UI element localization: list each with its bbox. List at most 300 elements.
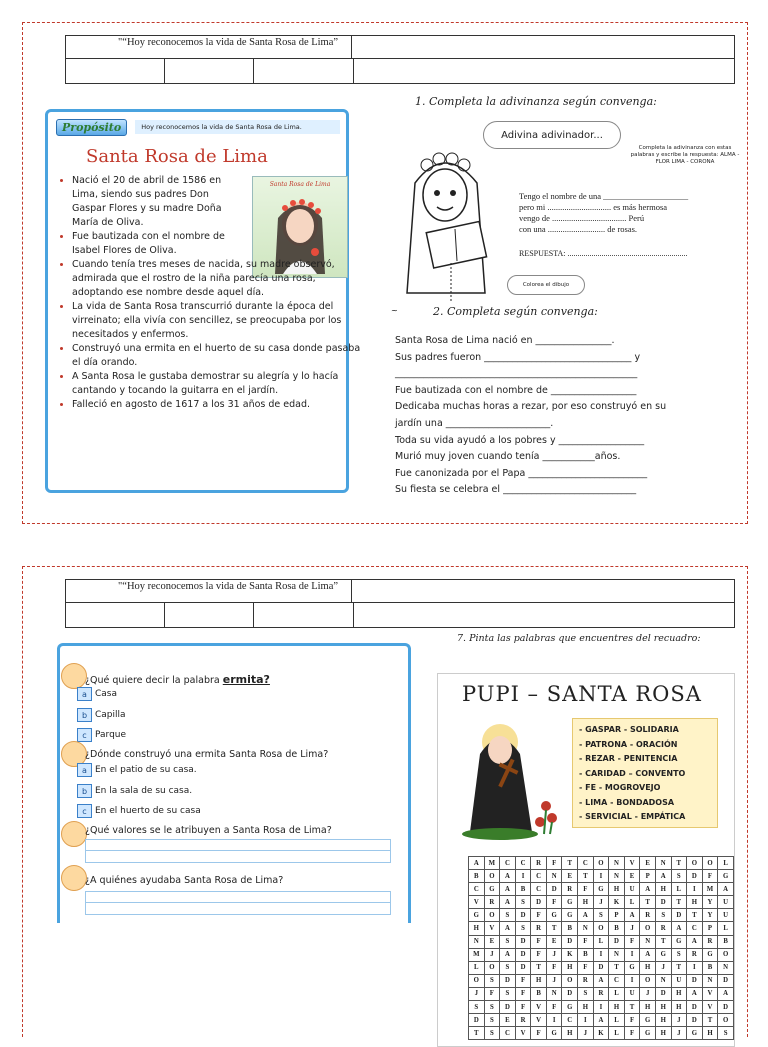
option-letter: b — [77, 784, 92, 798]
wordsearch-cell[interactable]: V — [484, 922, 500, 935]
wordsearch-cell[interactable]: D — [562, 935, 578, 948]
wordsearch-cell[interactable]: A — [500, 883, 516, 896]
wordsearch-cell[interactable]: H — [655, 1027, 671, 1040]
wordsearch-cell[interactable]: T — [671, 896, 687, 909]
bio-item: • La vida de Santa Rosa transcurrió durante la época del virreinato; ella vivía con sencillez, se preocupaba por los necesitados y enfermos. — [72, 300, 362, 342]
wordsearch-cell[interactable]: D — [609, 935, 625, 948]
wordsearch-cell[interactable]: O — [687, 857, 703, 870]
wordsearch-cell[interactable]: F — [624, 1027, 640, 1040]
wordsearch-cell[interactable]: G — [718, 870, 734, 883]
wordsearch-cell[interactable]: S — [500, 909, 516, 922]
wordsearch-cell[interactable]: U — [624, 883, 640, 896]
wordsearch-cell[interactable]: D — [655, 896, 671, 909]
word-list-item: - SERVICIAL - EMPÁTICA — [579, 812, 686, 821]
wordsearch-cell[interactable]: G — [624, 961, 640, 974]
wordsearch-cell[interactable]: E — [640, 857, 656, 870]
wordsearch-cell[interactable]: R — [702, 935, 718, 948]
activity7-heading: 7. Pinta las palabras que encuentres del recuadro: — [457, 633, 701, 644]
wordsearch-cell[interactable]: D — [515, 909, 531, 922]
wordsearch-cell[interactable]: T — [609, 961, 625, 974]
wordsearch-cell[interactable]: I — [624, 974, 640, 987]
wordsearch-cell[interactable]: S — [484, 974, 500, 987]
option-b[interactable] — [77, 784, 192, 798]
wordsearch-cell[interactable]: G — [546, 1027, 562, 1040]
wordsearch-cell[interactable]: N — [702, 974, 718, 987]
wordsearch-cell[interactable]: D — [531, 896, 547, 909]
proposito-badge: Propósito — [56, 119, 127, 136]
wordsearch-cell[interactable]: D — [515, 935, 531, 948]
wordsearch-cell[interactable]: T — [546, 922, 562, 935]
wordsearch-cell[interactable]: H — [578, 896, 594, 909]
wordsearch-cell[interactable]: I — [687, 883, 703, 896]
wordsearch-cell[interactable]: A — [578, 909, 594, 922]
wordsearch-cell[interactable]: D — [718, 974, 734, 987]
option-a[interactable] — [77, 687, 117, 701]
wordsearch-cell[interactable]: T — [702, 1014, 718, 1027]
option-letter: c — [77, 728, 92, 742]
wordsearch-cell[interactable]: H — [562, 1027, 578, 1040]
wordsearch-cell[interactable]: L — [718, 922, 734, 935]
riddle-instructions: Completa la adivinanza con estas palabras y escribe la respuesta: ALMA - FLOR LIMA - CORONA — [630, 145, 740, 165]
option-text: Capilla — [95, 710, 126, 720]
wordsearch-cell[interactable]: G — [655, 948, 671, 961]
wordsearch-cell[interactable]: N — [546, 987, 562, 1000]
wordsearch-cell[interactable]: V — [531, 1001, 547, 1014]
wordsearch-cell[interactable]: O — [593, 857, 609, 870]
wordsearch-cell[interactable]: M — [484, 857, 500, 870]
wordsearch-cell[interactable]: O — [640, 922, 656, 935]
wordsearch-cell[interactable]: T — [578, 870, 594, 883]
wordsearch-cell[interactable]: T — [562, 857, 578, 870]
wordsearch-cell[interactable]: L — [671, 883, 687, 896]
wordsearch-row — [469, 909, 734, 922]
bio-item: • Construyó una ermita en el huerto de su casa donde pasaba el día orando. — [72, 342, 362, 370]
wordsearch-cell[interactable]: S — [515, 922, 531, 935]
wordsearch-cell[interactable]: T — [671, 857, 687, 870]
wordsearch-cell[interactable]: A — [640, 948, 656, 961]
wordsearch-cell[interactable]: C — [500, 1027, 516, 1040]
wordsearch-cell[interactable]: M — [702, 883, 718, 896]
wordsearch-cell[interactable]: O — [484, 870, 500, 883]
wordsearch-cell[interactable]: D — [671, 909, 687, 922]
wordsearch-cell[interactable]: R — [578, 974, 594, 987]
wordsearch-row — [469, 896, 734, 909]
option-c[interactable] — [77, 804, 201, 818]
wordsearch-cell[interactable]: S — [671, 948, 687, 961]
wordsearch-cell[interactable]: H — [655, 883, 671, 896]
activity2-heading: 2. Completa según convenga: — [433, 305, 598, 318]
wordsearch-cell[interactable]: T — [624, 1001, 640, 1014]
wordsearch-cell[interactable]: U — [718, 896, 734, 909]
wordsearch-cell[interactable]: H — [655, 1014, 671, 1027]
wordsearch-cell[interactable]: R — [531, 922, 547, 935]
wordsearch-cell[interactable]: F — [484, 987, 500, 1000]
wordsearch-cell[interactable]: K — [562, 948, 578, 961]
wordsearch-cell[interactable]: L — [609, 987, 625, 1000]
wordsearch-cell[interactable]: B — [609, 922, 625, 935]
wordsearch-cell[interactable]: A — [671, 922, 687, 935]
wordsearch-cell[interactable]: H — [687, 896, 703, 909]
wordsearch-cell[interactable]: P — [640, 870, 656, 883]
riddle-answer: RESPUESTA: ............................................................ — [519, 249, 688, 258]
wordsearch-cell[interactable]: K — [609, 896, 625, 909]
wordsearch-cell[interactable]: F — [531, 948, 547, 961]
wordsearch-cell[interactable]: S — [718, 1027, 734, 1040]
wordsearch-cell[interactable]: I — [624, 948, 640, 961]
wordsearch-cell[interactable]: C — [500, 857, 516, 870]
wordsearch-cell[interactable]: I — [515, 870, 531, 883]
bio-item: • A Santa Rosa le gustaba demostrar su alegría y lo hacía cantando y tocando la guitarra en el jardín. — [72, 370, 362, 398]
wordsearch-cell[interactable]: D — [500, 974, 516, 987]
wordsearch-cell[interactable]: G — [546, 909, 562, 922]
wordsearch-cell[interactable]: E — [546, 935, 562, 948]
wordsearch-cell[interactable]: D — [718, 1001, 734, 1014]
wordsearch-cell[interactable]: G — [562, 909, 578, 922]
wordsearch-cell[interactable]: H — [609, 1001, 625, 1014]
wordsearch-cell[interactable]: D — [515, 948, 531, 961]
wordsearch-cell[interactable]: A — [469, 857, 485, 870]
wordsearch-row — [469, 1027, 734, 1040]
option-b[interactable] — [77, 708, 126, 722]
wordsearch-cell[interactable]: F — [546, 961, 562, 974]
wordsearch-cell[interactable]: T — [531, 961, 547, 974]
wordsearch-cell[interactable]: F — [546, 1001, 562, 1014]
wordsearch-cell[interactable]: O — [562, 974, 578, 987]
wordsearch-cell[interactable]: A — [624, 909, 640, 922]
bio-item: • Fue bautizada con el nombre de Isabel Flores de Oliva. — [72, 230, 240, 258]
wordsearch-grid — [468, 856, 734, 1040]
wordsearch-cell[interactable]: N — [546, 870, 562, 883]
wordsearch-cell[interactable]: I — [593, 948, 609, 961]
wordsearch-cell[interactable]: J — [484, 948, 500, 961]
wordsearch-cell[interactable]: S — [500, 987, 516, 1000]
wordsearch-cell[interactable]: S — [484, 1014, 500, 1027]
wordsearch-cell[interactable]: J — [655, 961, 671, 974]
wordsearch-panel — [437, 673, 735, 1047]
question-1-text: ¿Qué quiere decir la palabra — [85, 675, 220, 686]
wordsearch-cell[interactable]: N — [609, 870, 625, 883]
header-title: "“Hoy reconocemos la vida de Santa Rosa de Lima” — [66, 36, 352, 58]
wordsearch-cell[interactable]: D — [687, 1001, 703, 1014]
wordsearch-cell[interactable]: T — [655, 935, 671, 948]
wordsearch-cell[interactable]: H — [531, 974, 547, 987]
wordsearch-cell[interactable]: J — [469, 987, 485, 1000]
riddle-line: pero mi .............................. es más hermosa — [519, 202, 668, 212]
wordsearch-cell[interactable]: A — [593, 1014, 609, 1027]
wordsearch-cell[interactable]: J — [671, 1014, 687, 1027]
wordsearch-cell[interactable]: C — [578, 857, 594, 870]
wordsearch-cell[interactable]: E — [624, 870, 640, 883]
wordsearch-cell[interactable]: U — [718, 909, 734, 922]
fill-line: Toda su vida ayudó a los pobres y __________________ — [395, 434, 645, 446]
wordsearch-cell[interactable]: J — [546, 974, 562, 987]
wordsearch-cell[interactable]: N — [640, 935, 656, 948]
wordsearch-cell[interactable]: G — [484, 883, 500, 896]
wordsearch-cell[interactable]: H — [562, 961, 578, 974]
saint-drawing-image — [385, 143, 505, 319]
wordsearch-cell[interactable]: R — [562, 883, 578, 896]
wordsearch-cell[interactable]: O — [718, 948, 734, 961]
wordsearch-cell[interactable]: D — [593, 961, 609, 974]
wordsearch-cell[interactable]: H — [640, 961, 656, 974]
option-a[interactable] — [77, 763, 197, 777]
wordsearch-cell[interactable]: F — [531, 909, 547, 922]
option-text: En el huerto de su casa — [95, 806, 201, 816]
wordsearch-cell[interactable]: I — [546, 1014, 562, 1027]
wordsearch-cell[interactable]: A — [500, 896, 516, 909]
wordsearch-cell[interactable]: G — [593, 883, 609, 896]
wordsearch-cell[interactable]: K — [593, 1027, 609, 1040]
wordsearch-cell[interactable]: F — [624, 1014, 640, 1027]
wordsearch-cell[interactable]: C — [531, 870, 547, 883]
wordsearch-cell[interactable]: B — [531, 987, 547, 1000]
riddle-text — [519, 191, 688, 235]
bio-item: • Nació el 20 de abril de 1586 en Lima, siendo sus padres Don Gaspar Flores y su madre Doña María de Oliva. — [72, 174, 240, 230]
wordsearch-cell[interactable]: G — [562, 896, 578, 909]
wordsearch-cell[interactable]: S — [671, 870, 687, 883]
portrait-caption: Santa Rosa de Lima — [269, 181, 331, 188]
proposito-card — [45, 109, 361, 493]
wordsearch-cell[interactable]: F — [546, 896, 562, 909]
wordsearch-cell[interactable]: O — [640, 974, 656, 987]
fill-line: Sus padres fueron _______________________________ y — [395, 351, 641, 363]
wordsearch-cell[interactable]: O — [484, 961, 500, 974]
wordsearch-cell[interactable]: C — [531, 883, 547, 896]
wordsearch-cell[interactable]: D — [546, 883, 562, 896]
fill-in-list — [395, 333, 735, 499]
wordsearch-cell[interactable]: U — [671, 974, 687, 987]
wordsearch-cell[interactable]: F — [515, 987, 531, 1000]
wordsearch-cell[interactable]: E — [500, 1014, 516, 1027]
wordsearch-cell[interactable]: N — [578, 922, 594, 935]
wordsearch-row — [469, 974, 734, 987]
wordsearch-cell[interactable]: G — [687, 1027, 703, 1040]
wordsearch-cell[interactable]: F — [578, 935, 594, 948]
wordsearch-cell[interactable]: B — [562, 922, 578, 935]
wordsearch-cell[interactable]: L — [718, 857, 734, 870]
word-list-box — [572, 718, 718, 828]
riddle-bubble: Adivina adivinador... — [483, 121, 621, 149]
wordsearch-cell[interactable]: B — [515, 883, 531, 896]
riddle-line: con una ........................... de rosas. — [519, 224, 638, 234]
wordsearch-cell[interactable]: F — [578, 961, 594, 974]
wordsearch-cell[interactable]: R — [655, 922, 671, 935]
wordsearch-cell[interactable]: P — [702, 922, 718, 935]
answer-field-3[interactable] — [85, 839, 391, 863]
wordsearch-cell[interactable]: C — [687, 922, 703, 935]
wordsearch-cell[interactable]: R — [593, 987, 609, 1000]
saint-cartoon-image — [460, 714, 568, 842]
wordsearch-cell[interactable]: H — [671, 987, 687, 1000]
wordsearch-cell[interactable]: H — [609, 883, 625, 896]
wordsearch-cell[interactable]: H — [702, 1027, 718, 1040]
wordsearch-cell[interactable]: C — [515, 857, 531, 870]
wordsearch-cell[interactable]: J — [640, 987, 656, 1000]
wordsearch-row — [469, 1014, 734, 1027]
wordsearch-cell[interactable]: M — [469, 948, 485, 961]
wordsearch-cell[interactable]: A — [655, 870, 671, 883]
wordsearch-row — [469, 922, 734, 935]
question-bullet — [61, 865, 87, 891]
wordsearch-cell[interactable]: D — [469, 1014, 485, 1027]
wordsearch-cell[interactable]: F — [531, 935, 547, 948]
wordsearch-cell[interactable]: F — [531, 1027, 547, 1040]
wordsearch-cell[interactable]: S — [484, 1027, 500, 1040]
wordsearch-cell[interactable]: R — [515, 1014, 531, 1027]
wordsearch-cell[interactable]: N — [609, 948, 625, 961]
wordsearch-cell[interactable]: Y — [702, 909, 718, 922]
option-text: Casa — [95, 689, 118, 699]
wordsearch-cell[interactable]: A — [687, 987, 703, 1000]
wordsearch-cell[interactable]: F — [702, 870, 718, 883]
wordsearch-cell[interactable]: J — [546, 948, 562, 961]
worksheet-page-2 — [22, 566, 748, 1037]
wordsearch-cell[interactable]: A — [500, 948, 516, 961]
wordsearch-cell[interactable]: R — [640, 909, 656, 922]
wordsearch-cell[interactable]: I — [593, 1001, 609, 1014]
header-table — [65, 35, 735, 84]
wordsearch-cell[interactable]: O — [484, 909, 500, 922]
wordsearch-cell[interactable]: V — [515, 1027, 531, 1040]
wordsearch-cell[interactable]: R — [531, 857, 547, 870]
wordsearch-cell[interactable]: F — [578, 883, 594, 896]
wordsearch-cell[interactable]: T — [469, 1027, 485, 1040]
wordsearch-cell[interactable]: L — [609, 1014, 625, 1027]
wordsearch-row — [469, 987, 734, 1000]
wordsearch-cell[interactable]: C — [562, 1014, 578, 1027]
wordsearch-title: PUPI – SANTA ROSA — [462, 682, 702, 706]
wordsearch-cell[interactable]: J — [624, 922, 640, 935]
wordsearch-cell[interactable]: N — [609, 857, 625, 870]
wordsearch-cell[interactable]: O — [469, 974, 485, 987]
wordsearch-cell[interactable]: R — [484, 896, 500, 909]
wordsearch-cell[interactable]: B — [702, 961, 718, 974]
wordsearch-cell[interactable]: G — [640, 1014, 656, 1027]
wordsearch-cell[interactable]: S — [484, 1001, 500, 1014]
wordsearch-cell[interactable]: S — [593, 909, 609, 922]
wordsearch-cell[interactable]: N — [718, 961, 734, 974]
wordsearch-cell[interactable]: D — [687, 870, 703, 883]
wordsearch-cell[interactable]: A — [718, 987, 734, 1000]
wordsearch-cell[interactable]: D — [515, 961, 531, 974]
wordsearch-cell[interactable]: V — [624, 857, 640, 870]
wordsearch-cell[interactable]: J — [578, 1027, 594, 1040]
wordsearch-cell[interactable]: I — [593, 870, 609, 883]
wordsearch-cell[interactable]: G — [671, 935, 687, 948]
wordsearch-cell[interactable]: A — [593, 974, 609, 987]
wordsearch-cell[interactable]: N — [655, 857, 671, 870]
wordsearch-cell[interactable]: C — [609, 974, 625, 987]
wordsearch-cell[interactable]: H — [655, 1001, 671, 1014]
wordsearch-cell[interactable]: O — [702, 857, 718, 870]
wordsearch-cell[interactable]: P — [609, 909, 625, 922]
wordsearch-cell[interactable]: S — [500, 961, 516, 974]
wordsearch-cell[interactable]: H — [671, 1001, 687, 1014]
riddle-line: vengo de ................................... Perú — [519, 213, 645, 223]
wordsearch-cell[interactable]: T — [687, 909, 703, 922]
wordsearch-cell[interactable]: V — [469, 896, 485, 909]
wordsearch-cell[interactable]: Y — [702, 896, 718, 909]
wordsearch-cell[interactable]: L — [609, 1027, 625, 1040]
wordsearch-cell[interactable]: I — [687, 961, 703, 974]
header-title: "“Hoy reconocemos la vida de Santa Rosa de Lima” — [66, 580, 352, 602]
wordsearch-cell[interactable]: D — [655, 987, 671, 1000]
word-list-item: - FE - MOGROVEJO — [579, 783, 661, 792]
wordsearch-cell[interactable]: O — [718, 1014, 734, 1027]
wordsearch-cell[interactable]: A — [640, 883, 656, 896]
wordsearch-cell[interactable]: G — [640, 1027, 656, 1040]
wordsearch-cell[interactable]: F — [515, 1001, 531, 1014]
wordsearch-cell[interactable]: G — [562, 1001, 578, 1014]
wordsearch-cell[interactable]: N — [655, 974, 671, 987]
wordsearch-cell[interactable]: H — [578, 1001, 594, 1014]
wordsearch-cell[interactable]: S — [469, 1001, 485, 1014]
wordsearch-cell[interactable]: T — [671, 961, 687, 974]
wordsearch-cell[interactable]: E — [484, 935, 500, 948]
fill-line: ___________________________________________________ — [395, 368, 638, 380]
wordsearch-row — [469, 935, 734, 948]
wordsearch-cell[interactable]: B — [718, 935, 734, 948]
bio-item: • Falleció en agosto de 1617 a los 31 años de edad. — [72, 398, 362, 412]
wordsearch-cell[interactable]: R — [687, 948, 703, 961]
wordsearch-cell[interactable]: V — [531, 1014, 547, 1027]
answer-field-4[interactable] — [85, 891, 391, 915]
wordsearch-cell[interactable]: L — [469, 961, 485, 974]
wordsearch-cell[interactable]: S — [578, 987, 594, 1000]
wordsearch-cell[interactable]: L — [624, 896, 640, 909]
wordsearch-cell[interactable]: O — [593, 922, 609, 935]
wordsearch-cell[interactable]: A — [500, 922, 516, 935]
wordsearch-cell[interactable]: F — [515, 974, 531, 987]
wordsearch-cell[interactable]: F — [546, 857, 562, 870]
wordsearch-row — [469, 857, 734, 870]
wordsearch-cell[interactable]: D — [687, 1014, 703, 1027]
wordsearch-cell[interactable]: S — [515, 896, 531, 909]
wordsearch-cell[interactable]: N — [469, 935, 485, 948]
wordsearch-cell[interactable]: D — [500, 1001, 516, 1014]
wordsearch-cell[interactable]: C — [469, 883, 485, 896]
wordsearch-cell[interactable]: D — [562, 987, 578, 1000]
option-letter: a — [77, 687, 92, 701]
option-text: Parque — [95, 730, 127, 740]
wordsearch-cell[interactable]: H — [640, 1001, 656, 1014]
wordsearch-cell[interactable]: G — [702, 948, 718, 961]
wordsearch-cell[interactable]: T — [640, 896, 656, 909]
wordsearch-cell[interactable]: D — [687, 974, 703, 987]
wordsearch-cell[interactable]: B — [578, 948, 594, 961]
wordsearch-cell[interactable]: S — [655, 909, 671, 922]
wordsearch-cell[interactable]: G — [469, 909, 485, 922]
wordsearch-cell[interactable]: F — [624, 935, 640, 948]
wordsearch-cell[interactable]: H — [469, 922, 485, 935]
wordsearch-cell[interactable]: A — [687, 935, 703, 948]
wordsearch-cell[interactable]: I — [578, 1014, 594, 1027]
wordsearch-cell[interactable]: B — [469, 870, 485, 883]
wordsearch-cell[interactable]: S — [500, 935, 516, 948]
wordsearch-cell[interactable]: U — [624, 987, 640, 1000]
fill-line: Dedicaba muchas horas a rezar, por eso construyó en su — [395, 401, 667, 413]
option-c[interactable] — [77, 728, 126, 742]
wordsearch-row — [469, 883, 734, 896]
wordsearch-cell[interactable]: V — [702, 987, 718, 1000]
wordsearch-cell[interactable]: L — [593, 935, 609, 948]
wordsearch-cell[interactable]: A — [718, 883, 734, 896]
wordsearch-cell[interactable]: V — [702, 1001, 718, 1014]
wordsearch-cell[interactable]: J — [593, 896, 609, 909]
wordsearch-cell[interactable]: A — [500, 870, 516, 883]
wordsearch-cell[interactable]: J — [671, 1027, 687, 1040]
wordsearch-cell[interactable]: E — [562, 870, 578, 883]
